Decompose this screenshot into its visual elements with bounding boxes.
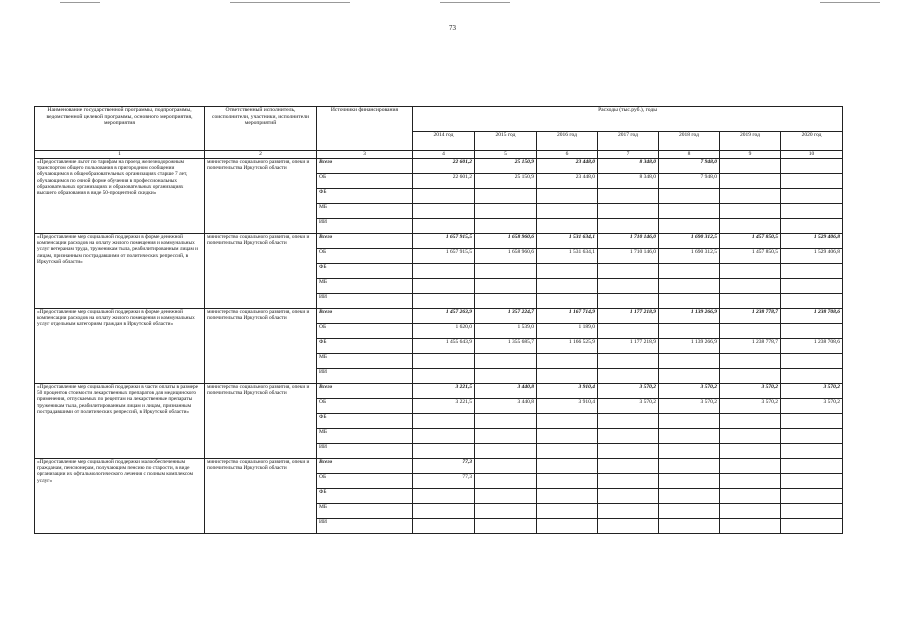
amount-cell — [720, 369, 781, 384]
funding-source: МБ — [317, 504, 413, 519]
funding-source: Всего — [317, 159, 413, 174]
funding-source: ФБ — [317, 189, 413, 204]
amount-cell — [598, 264, 659, 279]
amount-cell: 1 189,0 — [537, 324, 598, 339]
measure-executor: министерство социального развития, опеки и попечительства Иркутской области — [205, 309, 317, 384]
amount-cell: 1 139 266,9 — [659, 309, 720, 324]
top-scan-rule — [820, 2, 880, 3]
amount-cell: 1 690 312,5 — [659, 234, 720, 249]
amount-cell — [413, 444, 475, 459]
amount-cell — [720, 429, 781, 444]
amount-cell — [598, 324, 659, 339]
amount-cell — [781, 174, 843, 189]
amount-cell — [537, 219, 598, 234]
amount-cell — [720, 504, 781, 519]
amount-cell — [475, 444, 537, 459]
table-row — [35, 459, 843, 474]
amount-cell: 1 177 218,9 — [598, 309, 659, 324]
amount-cell — [475, 369, 537, 384]
funding-source: ИИ — [317, 444, 413, 459]
amount-cell — [475, 189, 537, 204]
amount-cell: 8 348,0 — [598, 174, 659, 189]
amount-cell — [475, 219, 537, 234]
measure-executor: министерство социального развития, опеки и попечительства Иркутской области — [205, 384, 317, 459]
amount-cell — [598, 444, 659, 459]
amount-cell — [720, 189, 781, 204]
amount-cell — [781, 489, 843, 504]
column-number: 2 — [205, 151, 317, 159]
amount-cell — [781, 444, 843, 459]
amount-cell — [413, 489, 475, 504]
amount-cell: 3 570,2 — [659, 399, 720, 414]
amount-cell: 1 620,0 — [413, 324, 475, 339]
amount-cell — [475, 294, 537, 309]
amount-cell: 1 539,0 — [475, 324, 537, 339]
header-executor: Ответственный исполнитель, соисполнители, участники, исполнители мероприятий — [205, 107, 317, 151]
amount-cell — [781, 189, 843, 204]
amount-cell — [720, 279, 781, 294]
amount-cell — [659, 279, 720, 294]
measure-executor: министерство социального развития, опеки и попечительства Иркутской области — [205, 234, 317, 309]
amount-cell — [598, 204, 659, 219]
amount-cell: 1 657 915,5 — [413, 249, 475, 264]
amount-cell — [413, 354, 475, 369]
amount-cell — [537, 294, 598, 309]
amount-cell: 1 139 266,9 — [659, 339, 720, 354]
amount-cell: 3 910,4 — [537, 384, 598, 399]
funding-source: ФБ — [317, 414, 413, 429]
amount-cell: 3 440,8 — [475, 399, 537, 414]
table-row — [35, 159, 843, 174]
header-year: 2014 год — [413, 132, 475, 151]
amount-cell: 77,3 — [413, 474, 475, 489]
amount-cell — [720, 459, 781, 474]
amount-cell: 23 448,0 — [537, 174, 598, 189]
table-body — [35, 159, 843, 534]
amount-cell — [781, 264, 843, 279]
amount-cell: 25 150,9 — [475, 159, 537, 174]
header-year: 2015 год — [475, 132, 537, 151]
measure-name: «Предоставление мер социальной поддержки в форме денежной компенсации расходов на оплату жилого помещения и коммунальных услуг отдельным категориям граждан в Иркутской области» — [35, 309, 205, 384]
funding-source: Всего — [317, 459, 413, 474]
amount-cell: 1 167 714,9 — [537, 309, 598, 324]
header-program-name: Наименование государственной программы, подпрограммы, ведомственной целевой программы, основного мероприятия, мероприятия — [35, 107, 205, 151]
amount-cell — [720, 264, 781, 279]
amount-cell: 1 238 778,7 — [720, 339, 781, 354]
table-row — [35, 384, 843, 399]
amount-cell — [598, 279, 659, 294]
amount-cell — [598, 294, 659, 309]
measure-name: «Предоставление льгот по тарифам на проезд железнодорожным транспортом общего пользования в пригородном сообщении обучающимся в общеобразовательных организациях старше 7 лет, обучающимся по очной форме обучения в профессиональных образовательных организациях и образовательных организациях высшего образования в виде 50-процентной скидки» — [35, 159, 205, 234]
column-number: 1 — [35, 151, 205, 159]
budget-table — [34, 106, 843, 534]
funding-source: ИИ — [317, 219, 413, 234]
funding-source: ИИ — [317, 369, 413, 384]
amount-cell — [598, 459, 659, 474]
column-number: 3 — [317, 151, 413, 159]
amount-cell: 3 910,4 — [537, 399, 598, 414]
amount-cell — [413, 189, 475, 204]
amount-cell: 3 221,5 — [413, 399, 475, 414]
amount-cell — [537, 279, 598, 294]
amount-cell — [659, 219, 720, 234]
header-year: 2019 год — [720, 132, 781, 151]
amount-cell — [659, 444, 720, 459]
amount-cell: 3 570,2 — [720, 384, 781, 399]
funding-source: ФБ — [317, 489, 413, 504]
amount-cell — [537, 444, 598, 459]
amount-cell — [659, 519, 720, 534]
amount-cell — [413, 294, 475, 309]
header-year: 2016 год — [537, 132, 598, 151]
amount-cell — [659, 324, 720, 339]
amount-cell: 3 570,2 — [598, 399, 659, 414]
amount-cell: 1 355 685,7 — [475, 339, 537, 354]
header-year: 2020 год — [781, 132, 843, 151]
amount-cell: 1 658 960,6 — [475, 234, 537, 249]
top-scan-rule — [230, 2, 350, 3]
amount-cell: 8 348,0 — [598, 159, 659, 174]
measure-name: «Предоставление мер социальной поддержки в части оплаты в размере 50 процентов стоимости лекарственных препаратов для медицинского применения, отпускаемых по рецептам на лекарственные препараты труженикам тыла, реабилитированным лицам и лицам, признанным пострадавшими от политических репрессий, в Иркутской области» — [35, 384, 205, 459]
header-funding-source: Источники финансирования — [317, 107, 413, 151]
amount-cell: 1 690 312,5 — [659, 249, 720, 264]
amount-cell: 1 457 263,9 — [413, 309, 475, 324]
amount-cell — [781, 504, 843, 519]
amount-cell — [781, 414, 843, 429]
amount-cell — [659, 294, 720, 309]
amount-cell — [475, 459, 537, 474]
amount-cell — [720, 159, 781, 174]
amount-cell — [659, 459, 720, 474]
amount-cell — [537, 264, 598, 279]
amount-cell — [598, 519, 659, 534]
amount-cell — [475, 264, 537, 279]
amount-cell: 3 570,2 — [781, 399, 843, 414]
amount-cell — [475, 354, 537, 369]
funding-source: ФБ — [317, 339, 413, 354]
funding-source: ИИ — [317, 294, 413, 309]
measure-executor: министерство социального развития, опеки и попечительства Иркутской области — [205, 459, 317, 534]
amount-cell — [413, 204, 475, 219]
amount-cell: 1 531 634,1 — [537, 249, 598, 264]
amount-cell — [537, 354, 598, 369]
funding-source: МБ — [317, 429, 413, 444]
amount-cell — [413, 369, 475, 384]
amount-cell — [537, 414, 598, 429]
funding-source: Всего — [317, 384, 413, 399]
amount-cell — [475, 519, 537, 534]
amount-cell: 7 948,0 — [659, 159, 720, 174]
amount-cell — [781, 279, 843, 294]
amount-cell: 1 357 224,7 — [475, 309, 537, 324]
amount-cell — [475, 504, 537, 519]
amount-cell — [413, 504, 475, 519]
measure-executor: министерство социального развития, опеки и попечительства Иркутской области — [205, 159, 317, 234]
amount-cell — [413, 264, 475, 279]
amount-cell — [598, 489, 659, 504]
amount-cell: 1 529 406,8 — [781, 234, 843, 249]
page-number: 73 — [449, 24, 456, 32]
amount-cell — [475, 414, 537, 429]
amount-cell: 1 529 406,8 — [781, 249, 843, 264]
column-numbers-row — [35, 151, 843, 159]
amount-cell — [537, 369, 598, 384]
funding-source: ОБ — [317, 399, 413, 414]
amount-cell: 1 166 525,9 — [537, 339, 598, 354]
amount-cell — [781, 324, 843, 339]
amount-cell — [475, 279, 537, 294]
amount-cell — [659, 264, 720, 279]
amount-cell: 23 448,0 — [537, 159, 598, 174]
amount-cell — [475, 429, 537, 444]
amount-cell — [537, 459, 598, 474]
amount-cell — [781, 159, 843, 174]
amount-cell — [537, 519, 598, 534]
amount-cell — [720, 444, 781, 459]
measure-name: «Предоставление мер социальной поддержки в форме денежной компенсации расходов на оплату жилого помещения и коммунальных услуг ветеранам труда, труженикам тыла, реабилитированным лицам и лицам, признанным пострадавшими от политических репрессий, в Иркутской области» — [35, 234, 205, 309]
amount-cell — [537, 189, 598, 204]
amount-cell — [781, 474, 843, 489]
amount-cell — [537, 429, 598, 444]
amount-cell: 22 601,2 — [413, 159, 475, 174]
funding-source: МБ — [317, 204, 413, 219]
amount-cell — [598, 474, 659, 489]
amount-cell: 1 238 778,7 — [720, 309, 781, 324]
funding-source: ОБ — [317, 324, 413, 339]
funding-source: МБ — [317, 279, 413, 294]
measure-name: «Предоставление мер социальной поддержки малообеспеченным гражданам, пенсионерам, получающим пенсию по старости, в виде организации их офтальмологического лечения с полным комплексом услуг» — [35, 459, 205, 534]
amount-cell — [659, 414, 720, 429]
amount-cell — [720, 219, 781, 234]
column-number: 9 — [720, 151, 781, 159]
amount-cell — [475, 204, 537, 219]
amount-cell — [659, 189, 720, 204]
amount-cell — [659, 474, 720, 489]
amount-cell — [659, 489, 720, 504]
amount-cell — [659, 504, 720, 519]
amount-cell — [781, 429, 843, 444]
amount-cell: 25 150,9 — [475, 174, 537, 189]
amount-cell — [781, 204, 843, 219]
funding-source: ОБ — [317, 249, 413, 264]
amount-cell: 77,3 — [413, 459, 475, 474]
amount-cell — [475, 489, 537, 504]
amount-cell — [720, 174, 781, 189]
column-number: 4 — [413, 151, 475, 159]
top-scan-rule — [60, 2, 100, 3]
amount-cell — [598, 504, 659, 519]
amount-cell — [598, 369, 659, 384]
funding-source: МБ — [317, 354, 413, 369]
amount-cell — [659, 369, 720, 384]
amount-cell — [659, 429, 720, 444]
amount-cell: 3 440,8 — [475, 384, 537, 399]
amount-cell — [720, 204, 781, 219]
amount-cell — [537, 474, 598, 489]
amount-cell — [598, 189, 659, 204]
amount-cell — [781, 519, 843, 534]
amount-cell — [781, 294, 843, 309]
amount-cell — [659, 204, 720, 219]
column-number: 8 — [659, 151, 720, 159]
funding-source: ФБ — [317, 264, 413, 279]
amount-cell — [413, 519, 475, 534]
table-row — [35, 234, 843, 249]
amount-cell: 1 710 146,0 — [598, 234, 659, 249]
amount-cell — [598, 414, 659, 429]
amount-cell: 1 457 850,5 — [720, 234, 781, 249]
amount-cell: 1 457 850,5 — [720, 249, 781, 264]
amount-cell — [781, 369, 843, 384]
header-year: 2018 год — [659, 132, 720, 151]
amount-cell — [781, 459, 843, 474]
amount-cell — [537, 204, 598, 219]
amount-cell: 1 658 960,6 — [475, 249, 537, 264]
amount-cell: 3 221,5 — [413, 384, 475, 399]
column-number: 7 — [598, 151, 659, 159]
funding-source: Всего — [317, 309, 413, 324]
top-scan-rule — [440, 2, 510, 3]
amount-cell: 1 238 708,6 — [781, 309, 843, 324]
amount-cell — [413, 414, 475, 429]
column-number: 6 — [537, 151, 598, 159]
amount-cell: 1 531 634,1 — [537, 234, 598, 249]
amount-cell: 3 570,2 — [659, 384, 720, 399]
amount-cell: 1 657 915,5 — [413, 234, 475, 249]
column-number: 10 — [781, 151, 843, 159]
amount-cell: 1 710 146,0 — [598, 249, 659, 264]
header-year: 2017 год — [598, 132, 659, 151]
amount-cell — [720, 519, 781, 534]
funding-source: ОБ — [317, 174, 413, 189]
header-expenses: Расходы (тыс.руб.), годы — [413, 107, 843, 132]
amount-cell — [720, 474, 781, 489]
amount-cell: 1 177 218,9 — [598, 339, 659, 354]
amount-cell — [720, 354, 781, 369]
table-row — [35, 309, 843, 324]
amount-cell — [537, 489, 598, 504]
amount-cell — [781, 354, 843, 369]
amount-cell — [413, 219, 475, 234]
amount-cell: 3 570,2 — [598, 384, 659, 399]
funding-source: ИИ — [317, 519, 413, 534]
funding-source: Всего — [317, 234, 413, 249]
amount-cell — [413, 429, 475, 444]
amount-cell — [537, 504, 598, 519]
amount-cell — [720, 489, 781, 504]
amount-cell — [720, 414, 781, 429]
amount-cell — [659, 354, 720, 369]
amount-cell — [475, 474, 537, 489]
amount-cell: 7 948,0 — [659, 174, 720, 189]
amount-cell — [781, 219, 843, 234]
amount-cell: 22 601,2 — [413, 174, 475, 189]
amount-cell: 1 238 708,6 — [781, 339, 843, 354]
amount-cell — [413, 279, 475, 294]
amount-cell — [598, 429, 659, 444]
amount-cell — [598, 354, 659, 369]
amount-cell: 3 570,2 — [781, 384, 843, 399]
amount-cell — [720, 294, 781, 309]
amount-cell — [598, 219, 659, 234]
amount-cell — [720, 324, 781, 339]
funding-source: ОБ — [317, 474, 413, 489]
amount-cell: 1 455 643,9 — [413, 339, 475, 354]
amount-cell: 3 570,2 — [720, 399, 781, 414]
column-number: 5 — [475, 151, 537, 159]
